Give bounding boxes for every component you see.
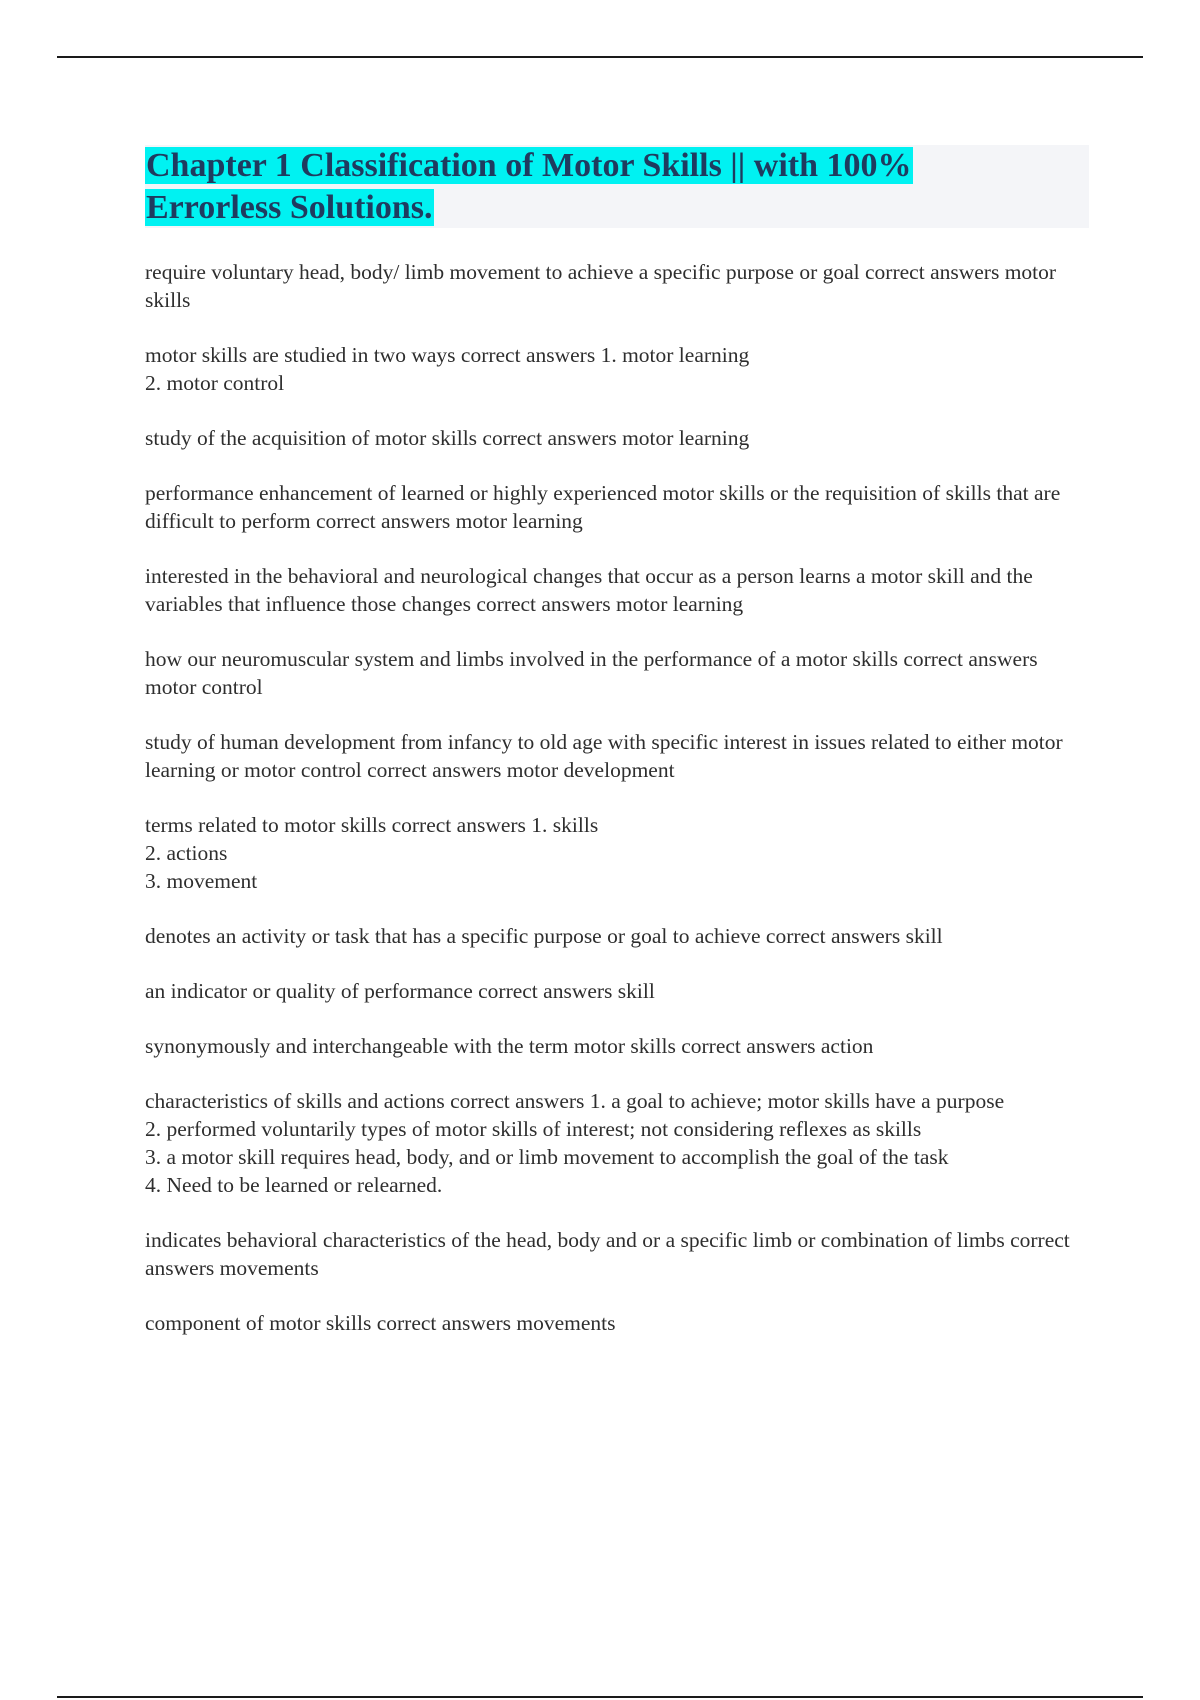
page-title (145, 145, 1089, 229)
flashcard-list (145, 258, 1085, 1364)
flashcard-entry (145, 1226, 1085, 1282)
flashcard-entry (145, 645, 1085, 701)
flashcard-entry (145, 258, 1085, 314)
entry-line: terms related to motor skills correct answers 1. skills (145, 813, 599, 837)
entry-line: an indicator or quality of performance correct answers skill (145, 979, 655, 1003)
entry-line: 2. motor control (145, 371, 285, 395)
footer-divider (57, 1696, 1143, 1698)
entry-line: how our neuromuscular system and limbs involved in the performance of a motor skills correct answers motor control (145, 647, 1038, 699)
entry-line: characteristics of skills and actions correct answers 1. a goal to achieve; motor skills have a purpose (145, 1089, 1005, 1113)
flashcard-entry (145, 424, 1085, 452)
header-divider (57, 56, 1143, 58)
entry-line: study of the acquisition of motor skills correct answers motor learning (145, 426, 750, 450)
entry-line: indicates behavioral characteristics of the head, body and or a specific limb or combination of limbs correct answers movements (145, 1228, 1070, 1280)
entry-line: 3. a motor skill requires head, body, and or limb movement to accomplish the goal of the task (145, 1145, 949, 1169)
entry-line: interested in the behavioral and neurological changes that occur as a person learns a motor skill and the variables that influence those changes correct answers motor learning (145, 564, 1033, 616)
flashcard-entry (145, 479, 1085, 535)
flashcard-entry (145, 977, 1085, 1005)
entry-line: performance enhancement of learned or highly experienced motor skills or the requisition of skills that are difficult to perform correct answers motor learning (145, 481, 1061, 533)
flashcard-entry (145, 811, 1085, 895)
entry-line: motor skills are studied in two ways correct answers 1. motor learning (145, 343, 750, 367)
entry-line: 2. actions (145, 841, 228, 865)
entry-line: component of motor skills correct answers movements (145, 1311, 616, 1335)
flashcard-entry (145, 1309, 1085, 1337)
flashcard-entry (145, 341, 1085, 397)
entry-line: 3. movement (145, 869, 258, 893)
entry-line: 2. performed voluntarily types of motor skills of interest; not considering reflexes as skills (145, 1117, 922, 1141)
flashcard-entry (145, 922, 1085, 950)
flashcard-entry (145, 1032, 1085, 1060)
entry-line: require voluntary head, body/ limb movement to achieve a specific purpose or goal correct answers motor skills (145, 260, 1057, 312)
flashcard-entry (145, 1087, 1085, 1199)
flashcard-entry (145, 562, 1085, 618)
flashcard-entry (145, 728, 1085, 784)
title-line-2: Errorless Solutions. (146, 189, 433, 226)
title-line-1: Chapter 1 Classification of Motor Skills || with 100% (146, 147, 912, 184)
entry-line: denotes an activity or task that has a specific purpose or goal to achieve correct answers skill (145, 924, 943, 948)
entry-line: study of human development from infancy to old age with specific interest in issues related to either motor learning or motor control correct answers motor development (145, 730, 1063, 782)
entry-line: synonymously and interchangeable with the term motor skills correct answers action (145, 1034, 874, 1058)
entry-line: 4. Need to be learned or relearned. (145, 1173, 443, 1197)
